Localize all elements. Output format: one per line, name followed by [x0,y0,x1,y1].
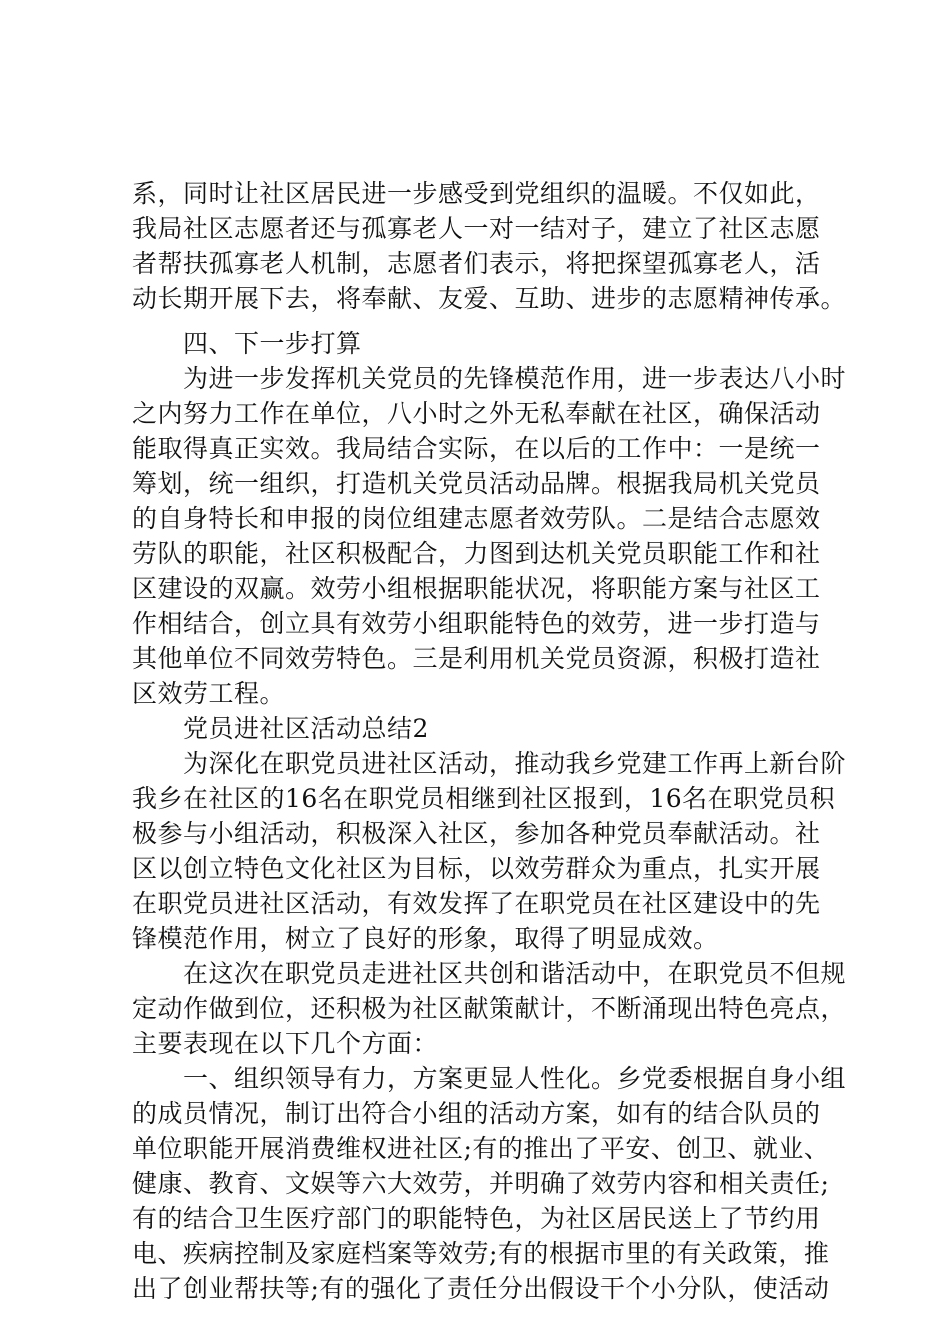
text-line: 其他单位不同效劳特色。三是利用机关党员资源，积极打造社 [132,644,821,673]
text-line: 健康、教育、文娱等六大效劳，并明确了效劳内容和相关责任; [132,1169,830,1198]
text-line: 能取得真正实效。我局结合实际，在以后的工作中：一是统一 [132,434,821,463]
text-line: 筹划，统一组织，打造机关党员活动品牌。根据我局机关党员 [132,469,821,498]
text-line: 电、疾病控制及家庭档案等效劳;有的根据市里的有关政策，推 [132,1239,830,1268]
text-line: 主要表现在以下几个方面： [132,1029,439,1058]
text-line: 者帮扶孤寡老人机制，志愿者们表示，将把探望孤寡老人，活 [132,249,821,278]
text-line: 我乡在社区的16名在职党员相继到社区报到，16名在职党员积 [132,784,836,813]
section-heading: 四、下一步打算 [132,329,362,358]
text-line: 有的结合卫生医疗部门的职能特色，为社区居民送上了节约用 [132,1204,821,1233]
text-line: 的成员情况，制订出符合小组的活动方案，如有的结合队员的 [132,1099,821,1128]
text-line: 区效劳工程。 [132,679,286,708]
text-line: 劳队的职能，社区积极配合，力图到达机关党员职能工作和社 [132,539,821,568]
text-line: 在这次在职党员走进社区共创和谐活动中，在职党员不但规 [132,959,847,988]
text-line: 锋模范作用，树立了良好的形象，取得了明显成效。 [132,924,719,953]
text-line: 作相结合，创立具有效劳小组职能特色的效劳，进一步打造与 [132,609,821,638]
text-line: 极参与小组活动，积极深入社区，参加各种党员奉献活动。社 [132,819,821,848]
paragraph-continuation [132,176,847,316]
text-line: 单位职能开展消费维权进社区;有的推出了平安、创卫、就业、 [132,1134,830,1163]
text-line: 一、组织领导有力，方案更显人性化。乡党委根据自身小组 [132,1064,847,1093]
text-line: 出了创业帮扶等;有的强化了责任分出假设干个小分队，使活动 [132,1274,830,1303]
text-line: 定动作做到位，还积极为社区献策献计，不断涌现出特色亮点， [132,994,847,1023]
text-line: 之内努力工作在单位，八小时之外无私奉献在社区，确保活动 [132,399,821,428]
text-line: 动长期开展下去，将奉献、友爱、互助、进步的志愿精神传承。 [132,284,847,313]
text-line: 区建设的双赢。效劳小组根据职能状况，将职能方案与社区工 [132,574,821,603]
document-body [132,326,847,1306]
text-line: 区以创立特色文化社区为目标，以效劳群众为重点，扎实开展 [132,854,821,883]
text-line: 为进一步发挥机关党员的先锋模范作用，进一步表达八小时 [132,364,847,393]
text-line: 系，同时让社区居民进一步感受到党组织的温暖。不仅如此， [132,179,821,208]
text-line: 为深化在职党员进社区活动，推动我乡党建工作再上新台阶 [132,749,847,778]
text-line: 的自身特长和申报的岗位组建志愿者效劳队。二是结合志愿效 [132,504,821,533]
text-line: 在职党员进社区活动，有效发挥了在职党员在社区建设中的先 [132,889,821,918]
text-line: 我局社区志愿者还与孤寡老人一对一结对子，建立了社区志愿 [132,214,821,243]
section-heading: 党员进社区活动总结2 [132,714,429,743]
